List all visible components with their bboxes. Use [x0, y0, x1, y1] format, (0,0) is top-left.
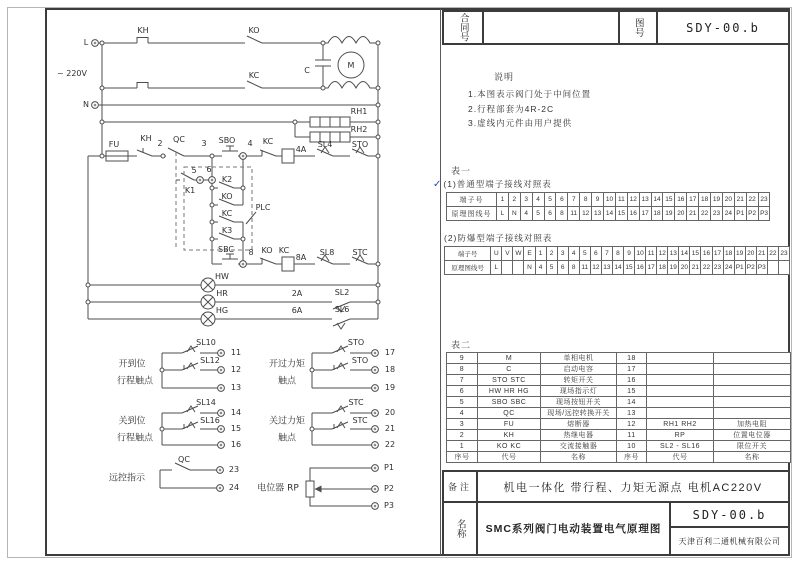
table-cell: 13 — [617, 408, 647, 419]
label-capacitor: C — [304, 66, 310, 75]
table1-sub1-title: ✓(1)普通型端子接线对照表 — [433, 179, 552, 190]
label-close-travel-2: 行程触点 — [116, 433, 154, 444]
remarks-content: 机电一体化 带行程、力矩无源点 电机AC220V — [503, 481, 763, 494]
table-cell: 6 — [544, 207, 556, 221]
table-cell: KH — [478, 430, 541, 441]
label-k3: K3 — [221, 226, 233, 235]
terminal-16: 16 — [230, 440, 242, 449]
table-cell: KO KC — [478, 441, 541, 452]
label-ko-interlock: KO — [261, 246, 273, 255]
name-label: 名称 — [454, 519, 466, 538]
label-ko-power: KO — [248, 26, 260, 35]
table-cell: 现场指示灯 — [541, 386, 617, 397]
table-cell: 19 — [668, 261, 679, 275]
table-cell: 16 — [617, 375, 647, 386]
table-cell — [767, 261, 778, 275]
table-cell — [647, 408, 714, 419]
table-cell: 14 — [604, 207, 616, 221]
component-list-table — [446, 352, 791, 463]
table-cell — [647, 386, 714, 397]
remarks-block — [442, 470, 790, 503]
label-plc: PLC — [255, 203, 271, 212]
table-cell: 10 — [617, 441, 647, 452]
table-cell: 序号 — [617, 452, 647, 463]
table-cell: FU — [478, 419, 541, 430]
table-cell: 7 — [601, 247, 612, 261]
remarks-label: 备注 — [444, 472, 478, 501]
table-cell: 熔断器 — [541, 419, 617, 430]
table-cell: L — [491, 261, 502, 275]
table-cell: 原理图线号 — [445, 261, 491, 275]
label-wire-4a: 4A — [295, 145, 307, 154]
table-cell: 6 — [590, 247, 601, 261]
table-cell — [714, 364, 791, 375]
table-cell: 14 — [679, 247, 690, 261]
table1-sub2-title: (2)防爆型端子接线对照表 — [444, 233, 553, 243]
table-cell: P3 — [758, 207, 770, 221]
table-cell: P2 — [745, 261, 756, 275]
label-fu: FU — [108, 140, 120, 149]
table-cell: HW HR HG — [478, 386, 541, 397]
table-cell: 1 — [497, 193, 509, 207]
table-cell: 13 — [668, 247, 679, 261]
table-cell: 23 — [778, 247, 789, 261]
label-N: N — [83, 100, 89, 109]
label-close-travel-1: 关到位 — [118, 416, 146, 427]
table-cell: 11 — [568, 207, 580, 221]
label-kc-coil: KC — [278, 246, 290, 255]
terminal-23: 23 — [228, 465, 240, 474]
notes-heading: 说明 — [494, 72, 515, 82]
label-sbc: SBC — [217, 245, 235, 254]
table-cell: P1 — [734, 207, 746, 221]
table-cell: P2 — [746, 207, 758, 221]
table-cell: 代号 — [478, 452, 541, 463]
terminal-14: 14 — [230, 408, 242, 417]
table-cell: 17 — [639, 207, 651, 221]
table-cell: 3 — [557, 247, 568, 261]
table-cell: 17 — [712, 247, 723, 261]
notes-section — [468, 70, 591, 131]
table-cell: 13 — [639, 193, 651, 207]
column-separator — [440, 9, 441, 555]
table-cell: 8 — [580, 193, 592, 207]
table-cell — [714, 386, 791, 397]
table-cell: 1 — [447, 441, 478, 452]
table-cell: L — [497, 207, 509, 221]
terminal-18: 18 — [384, 365, 396, 374]
table-cell: N — [524, 261, 535, 275]
table-cell: 5 — [532, 207, 544, 221]
table-cell: 启动电容 — [541, 364, 617, 375]
table-cell: 4 — [447, 408, 478, 419]
wire-3: 3 — [201, 139, 207, 148]
table-cell: 8 — [612, 247, 623, 261]
table-cell: 19 — [663, 207, 675, 221]
note-item: 1.本图表示阀门处于中间位置 — [468, 89, 592, 99]
table-cell: 4 — [532, 193, 544, 207]
table-cell: 1 — [535, 247, 546, 261]
table-cell: 22 — [699, 207, 711, 221]
drawing-no-value-cell — [658, 12, 788, 43]
wire-5: 5 — [191, 166, 197, 175]
label-kc-interlock: KC — [262, 137, 274, 146]
terminal-11: 11 — [230, 348, 242, 357]
label-open-torque-1: 开过力矩 — [268, 359, 306, 370]
table-cell: 18 — [657, 261, 668, 275]
label-potentiometer-rp: 电位器 RP — [257, 483, 299, 494]
label-hw: HW — [215, 272, 229, 281]
terminal-p1: P1 — [384, 463, 394, 472]
table-cell: 代号 — [647, 452, 714, 463]
label-sto-17: STO — [347, 338, 365, 347]
table-cell: 5 — [447, 397, 478, 408]
label-sbo: SBO — [218, 136, 236, 145]
table-cell: 4 — [535, 261, 546, 275]
table-cell: 22 — [701, 261, 712, 275]
table-cell: 4 — [520, 207, 532, 221]
drawing-number: SDY-00.b — [671, 503, 788, 528]
table-cell: 4 — [568, 247, 579, 261]
table-cell: 16 — [627, 207, 639, 221]
terminal-19: 19 — [384, 383, 396, 392]
table-cell: 15 — [624, 261, 635, 275]
terminal-21: 21 — [384, 424, 396, 433]
table-cell: N — [508, 207, 520, 221]
label-open-travel-2: 行程触点 — [116, 376, 154, 387]
table-cell: 8 — [447, 364, 478, 375]
table-cell: 11 — [615, 193, 627, 207]
table-cell: 12 — [627, 193, 639, 207]
table-cell: 限位开关 — [714, 441, 791, 452]
table-cell: 11 — [646, 247, 657, 261]
table-cell — [647, 353, 714, 364]
name-block — [442, 501, 790, 556]
label-stc-main: STC — [352, 248, 368, 257]
table-cell — [513, 261, 524, 275]
table-cell: 8 — [568, 261, 579, 275]
label-2a: 2A — [291, 289, 303, 298]
contract-no-value-cell — [484, 12, 620, 43]
table-cell: 14 — [651, 193, 663, 207]
table-cell: 18 — [699, 193, 711, 207]
table-cell: M — [478, 353, 541, 364]
table-cell: 9 — [624, 247, 635, 261]
label-sto-18: STO — [351, 356, 369, 365]
table-cell: STO STC — [478, 375, 541, 386]
table-cell: 21 — [756, 247, 767, 261]
terminal-12: 12 — [230, 365, 242, 374]
table-cell: 12 — [580, 207, 592, 221]
note-item: 2.行程部套为4R-2C — [468, 103, 555, 114]
table-cell: 16 — [675, 193, 687, 207]
table-cell: 21 — [734, 193, 746, 207]
label-qc-remote: QC — [178, 455, 190, 464]
table-cell: 16 — [635, 261, 646, 275]
table-cell: 2 — [546, 247, 557, 261]
table-cell: 原理图线号 — [447, 207, 497, 221]
label-sl6: SL6 — [334, 305, 350, 314]
table-cell: 21 — [690, 261, 701, 275]
table-cell: RP — [647, 430, 714, 441]
label-sl16: SL16 — [200, 416, 220, 425]
label-close-torque-1: 关过力矩 — [268, 416, 306, 427]
table-cell: 14 — [612, 261, 623, 275]
label-sl10: SL10 — [196, 338, 216, 347]
table-cell: 12 — [590, 261, 601, 275]
table-cell: 10 — [635, 247, 646, 261]
table-cell: 23 — [758, 193, 770, 207]
label-open-travel-1: 开到位 — [118, 359, 146, 370]
table-cell: 5 — [544, 193, 556, 207]
table-cell: 16 — [701, 247, 712, 261]
table-cell: 6 — [447, 386, 478, 397]
table-cell: V — [502, 247, 513, 261]
label-kh-control: KH — [140, 134, 152, 143]
table-cell: SBO SBC — [478, 397, 541, 408]
table-cell: P3 — [756, 261, 767, 275]
table-cell: 单相电机 — [541, 353, 617, 364]
terminal-17: 17 — [384, 348, 396, 357]
table-cell — [714, 397, 791, 408]
table-cell: 18 — [651, 207, 663, 221]
table-cell: 序号 — [447, 452, 478, 463]
table-cell: 位置电位器 — [714, 430, 791, 441]
table-cell: 14 — [617, 397, 647, 408]
table-cell: C — [478, 364, 541, 375]
terminal-13: 13 — [230, 383, 242, 392]
table-cell: 15 — [690, 247, 701, 261]
table-cell: RH1 RH2 — [647, 419, 714, 430]
table-cell: 19 — [711, 193, 723, 207]
label-rh1: RH1 — [350, 107, 368, 116]
normal-terminal-table — [446, 192, 770, 221]
table-cell: 24 — [723, 261, 734, 275]
label-sto-main: STO — [351, 140, 369, 149]
label-k2: K2 — [221, 175, 233, 184]
table-cell: 名称 — [714, 452, 791, 463]
table-cell: 19 — [734, 247, 745, 261]
wire-6: 6 — [206, 165, 212, 174]
table-cell: 5 — [546, 261, 557, 275]
label-kc-aux: KC — [221, 209, 233, 218]
table-cell: 22 — [746, 193, 758, 207]
table-cell: 24 — [722, 207, 734, 221]
table-cell: 10 — [604, 193, 616, 207]
table-cell: 5 — [579, 247, 590, 261]
label-sl4: SL4 — [317, 140, 333, 149]
label-k1: K1 — [184, 186, 196, 195]
table-cell: 12 — [617, 419, 647, 430]
table-cell: 7 — [447, 375, 478, 386]
label-qc: QC — [173, 135, 185, 144]
table-cell: 11 — [617, 430, 647, 441]
table-cell: 3 — [520, 193, 532, 207]
drawing-no-value: SDY-00.b — [686, 20, 760, 35]
terminal-15: 15 — [230, 424, 242, 433]
drawing-no-label-cell — [620, 12, 658, 43]
table-cell: SL2 - SL16 — [647, 441, 714, 452]
title-block — [442, 10, 790, 45]
table-cell — [647, 375, 714, 386]
table-cell: 6 — [557, 261, 568, 275]
contract-no-label-cell — [444, 12, 484, 43]
label-sl14: SL14 — [196, 398, 216, 407]
label-6a: 6A — [291, 306, 303, 315]
table-cell: 交流接触器 — [541, 441, 617, 452]
table-cell: 6 — [556, 193, 568, 207]
company-name: 天津百利二通机械有限公司 — [678, 536, 781, 546]
table-cell: 12 — [657, 247, 668, 261]
label-stc-20: STC — [348, 398, 364, 407]
label-sl8: SL8 — [319, 248, 335, 257]
terminal-20: 20 — [384, 408, 396, 417]
table-cell: 21 — [687, 207, 699, 221]
table-cell: QC — [478, 408, 541, 419]
table-cell: 热继电器 — [541, 430, 617, 441]
check-icon: ✓ — [433, 179, 443, 190]
table-cell: 22 — [767, 247, 778, 261]
label-sl2: SL2 — [334, 288, 350, 297]
label-motor: M — [347, 61, 355, 70]
label-kc-power: KC — [248, 71, 260, 80]
label-stc-21: STC — [352, 416, 368, 425]
table-cell: P1 — [734, 261, 745, 275]
table-cell: 13 — [592, 207, 604, 221]
table-cell: 2 — [447, 430, 478, 441]
table-cell: 17 — [687, 193, 699, 207]
table-cell: U — [491, 247, 502, 261]
table-cell: 20 — [675, 207, 687, 221]
wire-2: 2 — [157, 139, 163, 148]
table-cell: 7 — [568, 193, 580, 207]
table-cell: 15 — [615, 207, 627, 221]
table-cell: 现场/远控转换开关 — [541, 408, 617, 419]
table-cell: 加热电阻 — [714, 419, 791, 430]
terminal-22: 22 — [384, 440, 396, 449]
table-cell — [714, 353, 791, 364]
table-cell: 名称 — [541, 452, 617, 463]
table-cell: 11 — [579, 261, 590, 275]
table-cell: 端子号 — [445, 247, 491, 261]
label-voltage: ~ 220V — [57, 69, 87, 78]
terminal-24: 24 — [228, 483, 240, 492]
label-ko-aux: KO — [221, 192, 233, 201]
table1-caption: 表一 — [451, 166, 472, 176]
wire-4: 4 — [247, 139, 253, 148]
table-cell: 20 — [722, 193, 734, 207]
table-cell: 8 — [556, 207, 568, 221]
table-cell: 13 — [601, 261, 612, 275]
contract-no-label: 合同号 — [457, 13, 469, 42]
label-L: L — [83, 38, 89, 47]
table-cell: 18 — [617, 353, 647, 364]
label-wire-8a: 8A — [295, 253, 307, 262]
table-cell: 23 — [711, 207, 723, 221]
label-close-torque-2: 触点 — [277, 433, 297, 444]
terminal-p2: P2 — [384, 484, 394, 493]
table-cell: 现场按钮开关 — [541, 397, 617, 408]
name-label-cell — [444, 503, 478, 554]
table-cell: 20 — [679, 261, 690, 275]
table-cell: 端子号 — [447, 193, 497, 207]
table-cell: 2 — [508, 193, 520, 207]
table-cell: 9 — [592, 193, 604, 207]
table-cell: 15 — [663, 193, 675, 207]
terminal-p3: P3 — [384, 501, 394, 510]
note-item: 3.虚线内元件由用户提供 — [468, 118, 573, 128]
table-cell — [647, 364, 714, 375]
table-cell — [778, 261, 789, 275]
label-open-torque-2: 触点 — [277, 376, 297, 387]
table2-caption: 表二 — [451, 340, 472, 350]
table-cell: 18 — [723, 247, 734, 261]
table-cell — [647, 397, 714, 408]
table-cell: 3 — [447, 419, 478, 430]
table-cell: 17 — [617, 364, 647, 375]
explosion-proof-terminal-table — [444, 246, 790, 275]
drawing-no-label: 图号 — [632, 18, 644, 37]
label-rh2: RH2 — [350, 125, 368, 134]
table-cell: E — [524, 247, 535, 261]
table-cell — [502, 261, 513, 275]
wire-8: 8 — [248, 248, 254, 257]
table-cell: 23 — [712, 261, 723, 275]
table-cell: 15 — [617, 386, 647, 397]
label-kh-power: KH — [137, 26, 149, 35]
table-cell: 转矩开关 — [541, 375, 617, 386]
label-hg: HG — [215, 306, 229, 315]
table-cell: W — [513, 247, 524, 261]
table-cell — [714, 408, 791, 419]
table-cell: 9 — [447, 353, 478, 364]
label-sl12: SL12 — [200, 356, 220, 365]
drawing-title: SMC系列阀门电动装置电气原理图 — [478, 503, 671, 554]
table-cell: 17 — [646, 261, 657, 275]
table-cell: 20 — [745, 247, 756, 261]
label-hr: HR — [216, 289, 228, 298]
table-cell — [714, 375, 791, 386]
label-remote-indication: 远控指示 — [108, 473, 146, 484]
